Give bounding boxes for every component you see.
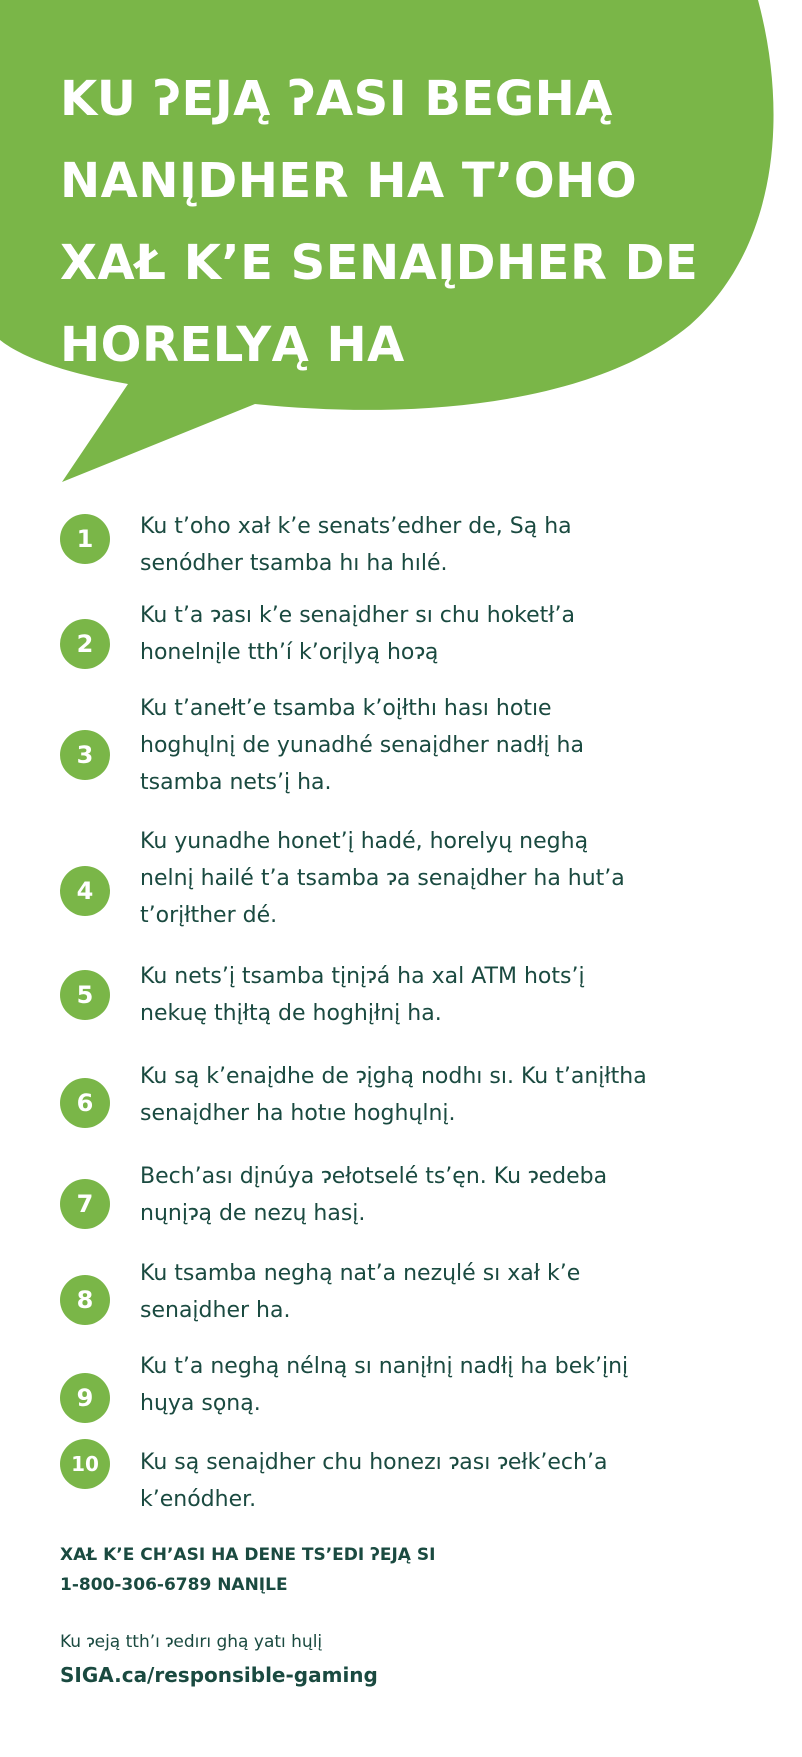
number-badge-6: 6 [60, 1078, 110, 1128]
headline-line-3: XAŁ K’E SENAĮDHER DE [60, 235, 699, 291]
number-badge-7: 7 [60, 1179, 110, 1229]
headline [60, 58, 760, 386]
number-badge-5: 5 [60, 970, 110, 1020]
more-info-text: Ku ɂeją tth’ı ɂedırı ghą yatı hųlį [60, 1632, 323, 1652]
headline-line-4: HORELYĄ HA [60, 317, 405, 373]
tip-text-7: Bech’ası dįnúya ɂełotselé ts’ęn. Ku ɂedeba nųnįɂą de nezų hasį. [140, 1164, 608, 1226]
tip-text-2: Ku t’a ɂası k’e senaįdher sı chu hoketł’a honelnįle tth’í k’orįlyą hoɂą [140, 603, 576, 665]
tip-text-3: Ku t’anełt’e tsamba k’oįłthı hası hotıe hoghųlnį de yunadhé senaįdher nadłį ha tsamba nets’į ha. [140, 696, 584, 795]
headline-line-2: NANĮDHER HA T’OHO [60, 153, 638, 209]
tip-text-9: Ku t’a neghą nélną sı nanįłnį nadłį ha bek’įnį hųya sǫną. [140, 1354, 629, 1416]
tip-text-10: Ku są senaįdher chu honezı ɂası ɂełk’ech’a k’enódher. [140, 1450, 608, 1512]
tip-text-8: Ku tsamba neghą nat’a nezųlé sı xał k’e senaįdher ha. [140, 1261, 581, 1323]
headline-line-1: KU ʔEJĄ ʔASI BEGHĄ [60, 71, 613, 127]
website-link[interactable]: SIGA.ca/responsible-gaming [60, 1663, 378, 1687]
tip-text-5: Ku nets’į tsamba tįnįɂá ha xal ATM hots’į nekuę thįłtą de hoghįłnį ha. [140, 964, 585, 1026]
number-badge-8: 8 [60, 1275, 110, 1325]
number-badge-2: 2 [60, 619, 110, 669]
helpline-text: XAŁ K’E CH’ASI HA DENE TS’EDI ʔEJĄ SI 1-800-306-6789 NANĮLE [60, 1545, 436, 1595]
tip-text-6: Ku są k’enaįdhe de ɂįghą nodhı sı. Ku t’anįłtha senaįdher ha hotıe hoghųlnį. [140, 1064, 647, 1126]
tip-text-4: Ku yunadhe honet’į hadé, horelyų neghą nelnį hailé t’a tsamba ɂa senaįdher ha hut’a t’orįłther dé. [140, 829, 625, 928]
number-badge-1: 1 [60, 514, 110, 564]
number-badge-10: 10 [60, 1439, 110, 1489]
number-badge-9: 9 [60, 1373, 110, 1423]
tip-text-1: Ku t’oho xał k’e senats’edher de, Są ha senódher tsamba hı ha hılé. [140, 514, 572, 576]
number-badge-4: 4 [60, 866, 110, 916]
number-badge-3: 3 [60, 730, 110, 780]
